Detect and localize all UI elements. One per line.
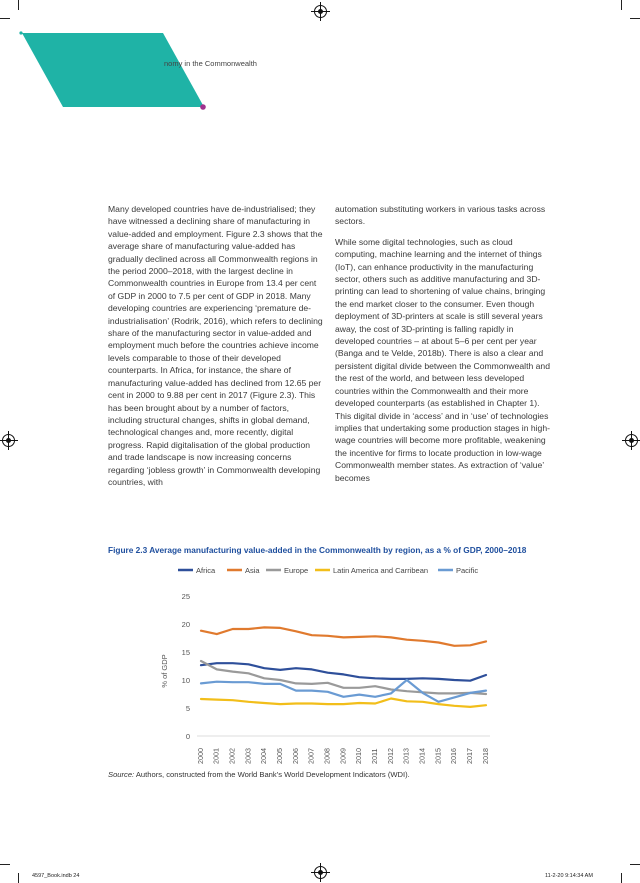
y-tick-label: 25 <box>181 592 190 601</box>
banner-accent-dot <box>200 104 206 110</box>
slug-left: 4597_Book.indb 24 <box>32 873 80 879</box>
x-tick-label: 2012 <box>385 748 395 764</box>
running-head: nomy in the Commonwealth <box>164 59 257 68</box>
line-chart <box>150 560 500 765</box>
source-text: Authors, constructed from the World Bank’s World Development Indicators (WDI). <box>134 770 410 779</box>
left-column <box>108 203 323 496</box>
right-column <box>335 203 550 492</box>
x-tick-label: 2001 <box>211 748 221 764</box>
x-tick-label: 2017 <box>465 748 475 764</box>
registration-mark-left-icon <box>2 434 15 447</box>
y-tick-label: 10 <box>181 676 190 685</box>
y-tick-label: 0 <box>185 732 190 741</box>
x-tick-label: 2006 <box>290 748 300 764</box>
x-tick-label: 2015 <box>433 748 443 764</box>
figure-source <box>108 770 568 779</box>
banner-parallelogram <box>22 33 204 107</box>
x-tick-label: 2014 <box>417 748 427 764</box>
x-tick-label: 2002 <box>227 748 237 764</box>
y-tick-label: 5 <box>185 704 190 713</box>
legend-label: Africa <box>196 566 216 575</box>
legend-label: Latin America and Carribean <box>333 566 429 575</box>
slug-right: 11-2-20 9:14:34 AM <box>545 873 593 879</box>
body-paragraph: automation substituting workers in various tasks across sectors. <box>335 204 546 227</box>
legend-label: Europe <box>284 566 309 575</box>
series-line-pacific <box>201 680 486 702</box>
series-line-asia <box>201 627 486 645</box>
legend-label: Pacific <box>456 566 479 575</box>
series-line-europe <box>201 661 486 694</box>
legend-label: Asia <box>245 566 260 575</box>
header-banner <box>0 0 640 120</box>
x-tick-label: 2010 <box>354 748 364 764</box>
x-tick-label: 2004 <box>259 748 269 764</box>
x-tick-label: 2003 <box>243 748 253 764</box>
registration-mark-right-icon <box>625 434 638 447</box>
x-tick-label: 2005 <box>275 748 285 764</box>
x-tick-label: 2013 <box>401 748 411 764</box>
y-tick-label: 20 <box>181 620 190 629</box>
body-paragraph: Many developed countries have de-industrialised; they have witnessed a declining share of manufacturing in value-added and employment. Figure 2.3 shows that the average share of manufacturing value-added has gradually declined across all Commonwealth regions in the period 2000–2018, with the largest decline in Commonwealth countries in Europe from 13.4 per cent of GDP in 2000 to 7.5 per cent of GDP in 2018. Many developing countries are experiencing ‘premature de-industrialisation’ (Rodrik, 2016), which refers to declining share of the manufacturing sector in value-added and employment much before the countries achieve income levels comparable to those of their developed counterparts. In Africa, for instance, the share of manufacturing value-added has declined from 12.65 per cent in 2000 to 9.88 per cent in 2017 (Figure 2.3). This has been brought about by a number of factors, including structural changes, shifts in global demand, technological changes and, more recently, digital progress. Rapid digitalisation of the global production and trade landscape is now increasing concerns regarding ‘jobless growth’ in Commonwealth developing countries, with <box>108 204 323 487</box>
source-label: Source: <box>108 770 135 779</box>
x-tick-label: 2018 <box>480 748 490 764</box>
x-tick-label: 2011 <box>370 748 380 764</box>
y-axis-label: % of GDP <box>160 654 169 688</box>
banner-corner-dot <box>19 31 22 34</box>
x-tick-label: 2008 <box>322 748 332 764</box>
x-tick-label: 2016 <box>449 748 459 764</box>
body-paragraph: While some digital technologies, such as cloud computing, machine learning and the internet of things (IoT), can enhance productivity in the manufacturing sector, others such as additive manufacturing and 3D-printing can lead to shortening of value chains, bringing the end market closer to the consumer. Even though deployment of 3D-printers at scale is still several years away, the cost of 3D-printing is falling rapidly in developed countries – at about 5–6 per cent per year (Banga and te Velde, 2018b). There is also a clear and persistent digital divide between the Commonwealth and the rest of the world, and between less developed countries within the Commonwealth and their more developed counterparts (as established in Chapter 1). This digital divide in ‘access’ and in ‘use’ of technologies implies that undertaking some production stages in high-wage countries will become more profitable, weakening the incentive for firms to locate production in low-wage Commonwealth member states. As extraction of ‘value’ becomes <box>335 236 550 483</box>
x-tick-label: 2007 <box>306 748 316 764</box>
figure-caption: Figure 2.3 Average manufacturing value-added in the Commonwealth by region, as a % of GDP, 2000–2018 <box>108 545 527 555</box>
x-tick-label: 2000 <box>195 748 205 764</box>
registration-mark-bottom-icon <box>314 866 327 879</box>
y-tick-label: 15 <box>181 648 190 657</box>
x-tick-label: 2009 <box>338 748 348 764</box>
